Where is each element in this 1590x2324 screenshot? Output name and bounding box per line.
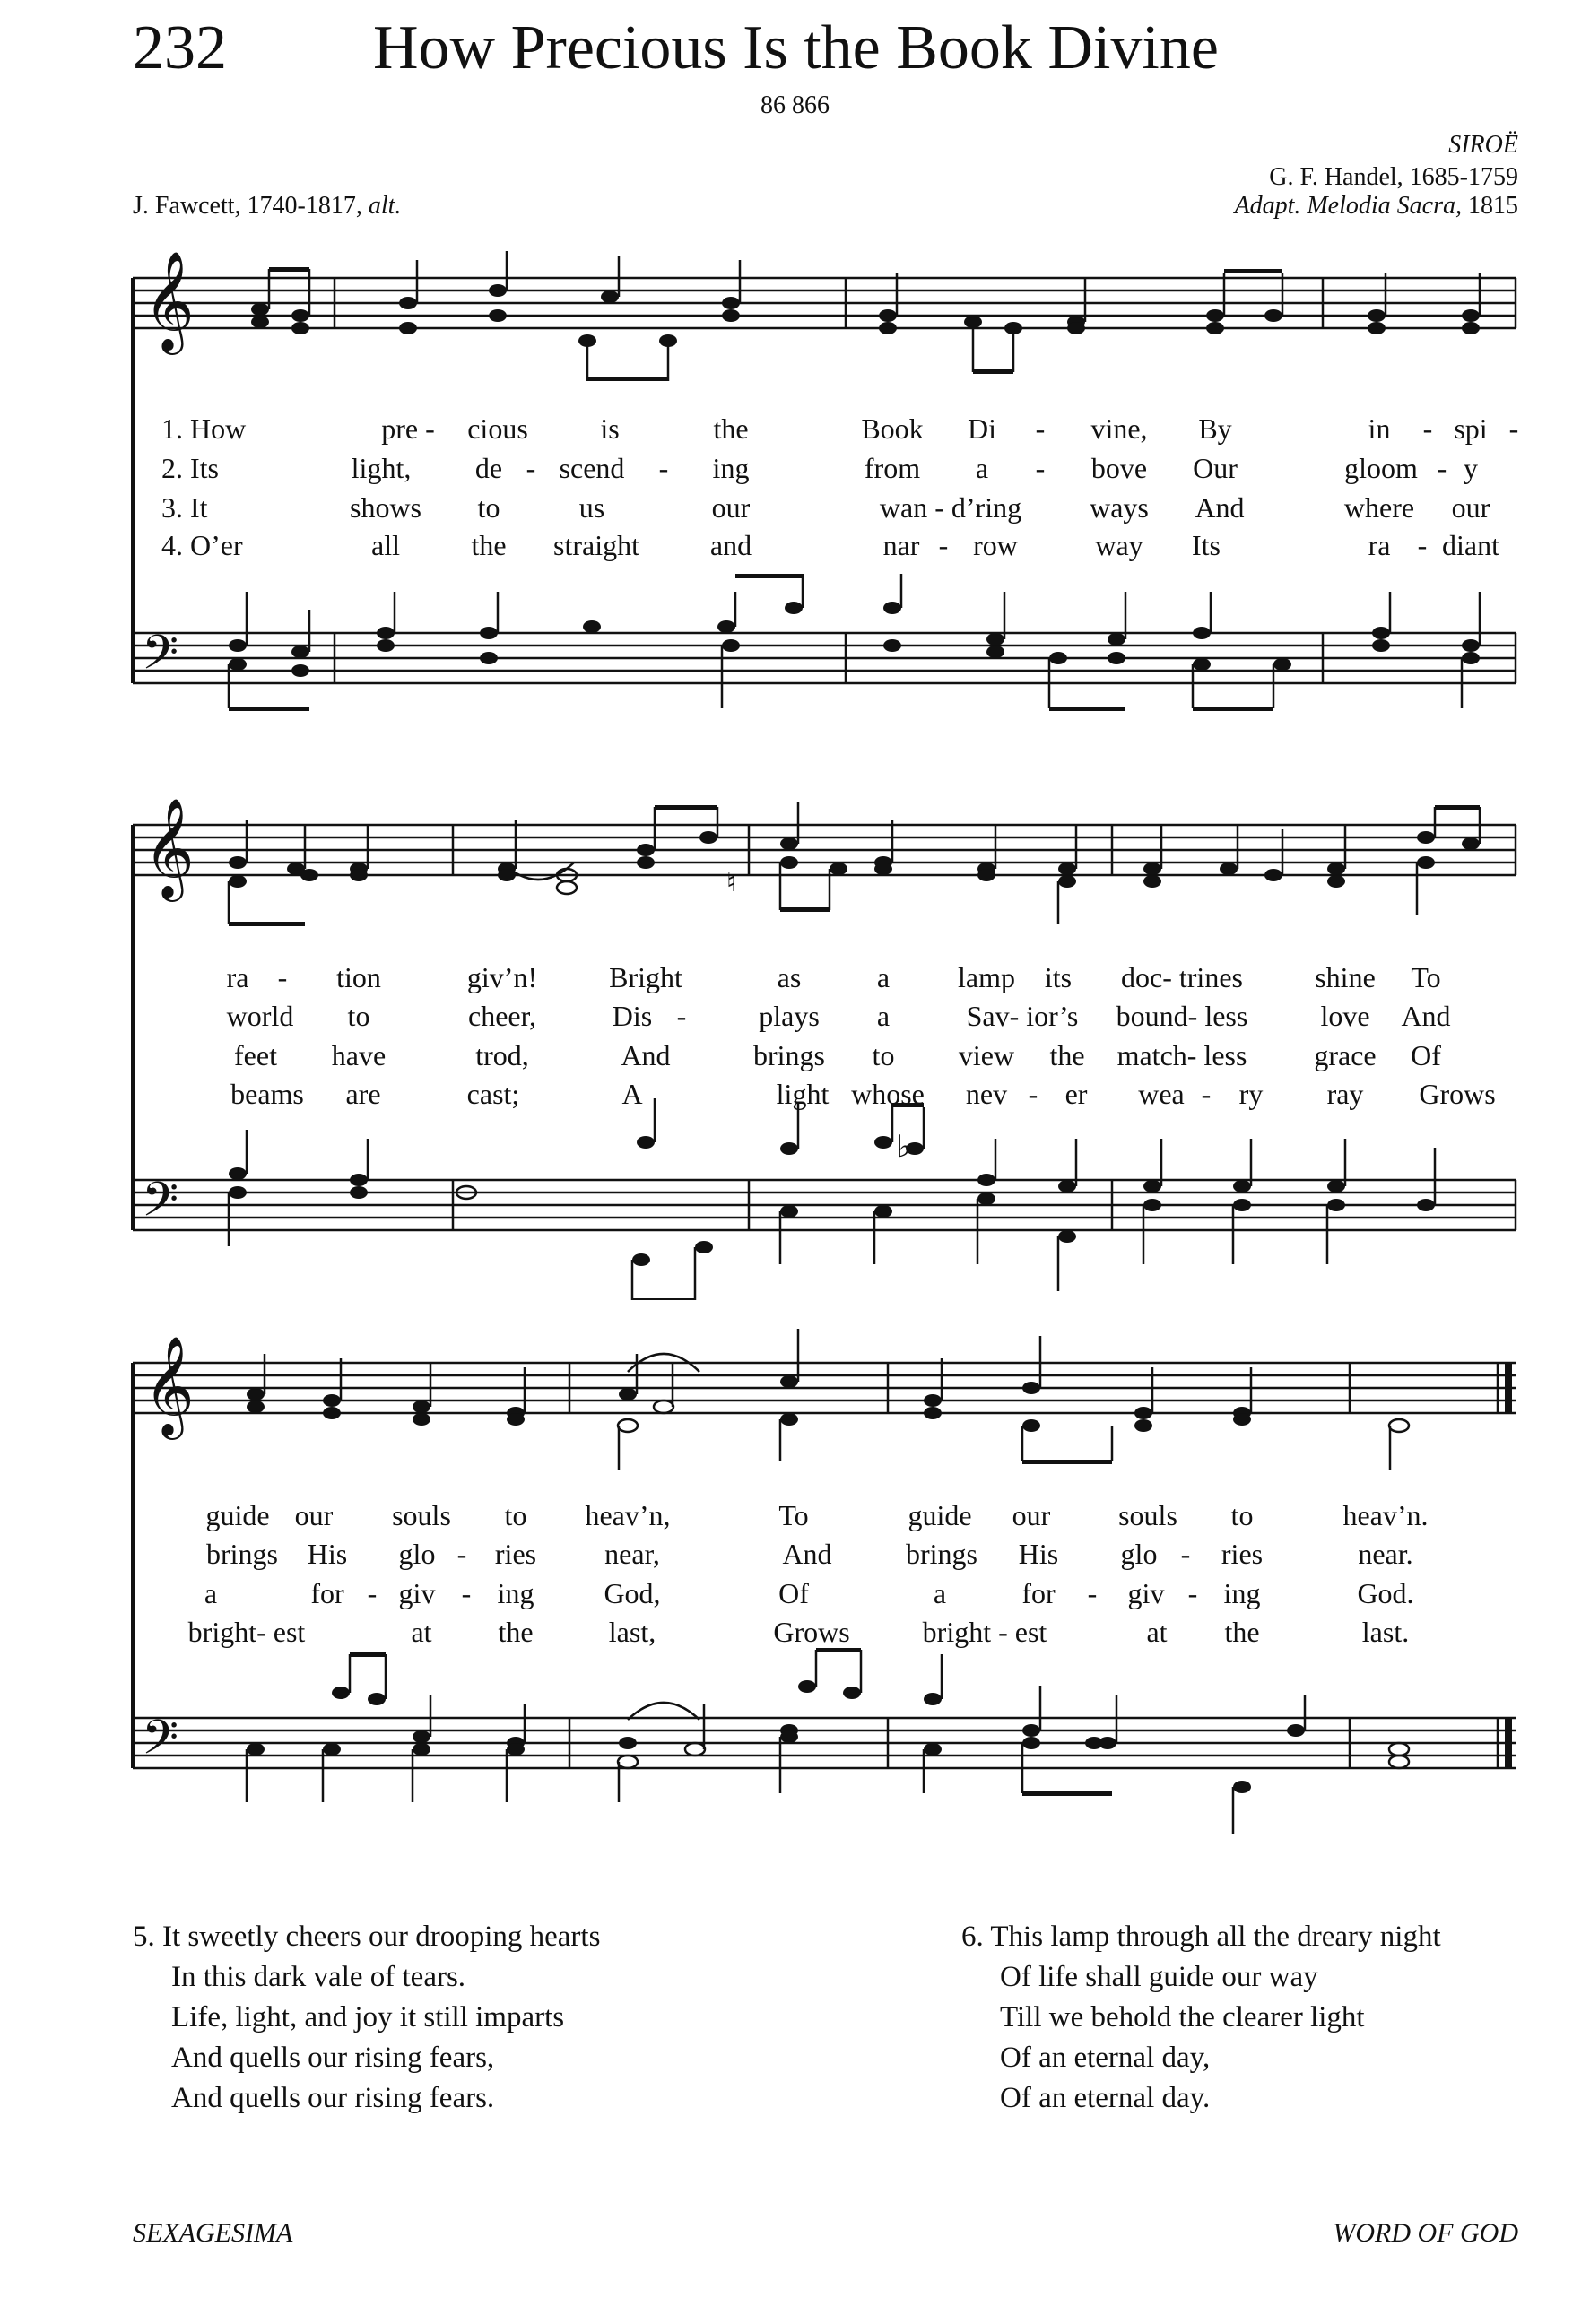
footer-topic: WORD OF GOD	[1333, 2218, 1518, 2248]
lyric-s1-l2-15: y	[1464, 452, 1478, 484]
lyric-s1-l3-3: to	[477, 491, 500, 524]
svg-text:𝄢: 𝄢	[142, 1711, 179, 1777]
lyric-s2-l3-5: brings	[753, 1039, 825, 1071]
lyric-s3-l4-7: at	[1146, 1616, 1168, 1648]
lyric-s2-l3-10: grace	[1314, 1039, 1377, 1071]
svg-text:𝄞: 𝄞	[143, 1335, 195, 1435]
lyric-s2-l1-3: tion	[336, 961, 381, 993]
lyric-s3-l1-3: souls	[392, 1499, 451, 1531]
lyric-s2-l4-13: ray	[1326, 1078, 1364, 1110]
lyric-s2-l1-10: doc- trines	[1121, 961, 1243, 993]
lyric-s2-l2-2: to	[347, 1000, 370, 1032]
lyric-s3-l1-11: heav’n.	[1342, 1499, 1429, 1531]
lyric-s1-l3-9: where	[1343, 491, 1415, 524]
svg-text:𝄞: 𝄞	[143, 250, 195, 351]
lyric-s2-l1-4: giv’n!	[466, 961, 538, 993]
lyric-s1-l4-6: nar	[882, 529, 920, 561]
lyric-s2-l2-5: -	[676, 1000, 687, 1032]
lyric-s3-l3-8: Of	[778, 1577, 809, 1609]
lyric-s3-l2-8: brings	[906, 1538, 977, 1570]
footer-season: SEXAGESIMA	[133, 2218, 293, 2248]
lyric-s3-l3-7: God,	[604, 1577, 661, 1609]
lyric-s3-l3-15: God.	[1357, 1577, 1414, 1609]
arranger-credit	[1234, 192, 1518, 221]
lyric-s1-l2-13: gloom	[1344, 452, 1418, 484]
lyric-s3-l3-2: for	[310, 1577, 344, 1609]
lyric-s3-l2-1: brings	[206, 1538, 278, 1570]
lyric-s1-l1-11: in	[1368, 412, 1391, 445]
lyric-s2-l4-6: whose	[851, 1078, 925, 1110]
lyric-s1-l4-8: row	[973, 529, 1018, 561]
lyric-s3-l2-6: near,	[604, 1538, 660, 1570]
lyric-s2-l2-7: a	[876, 1000, 891, 1032]
lyric-s2-l3-2: have	[331, 1039, 387, 1071]
lyric-s2-l2-1: world	[226, 1000, 294, 1032]
svg-text:𝄢: 𝄢	[142, 1173, 179, 1239]
lyric-s3-l4-3: the	[498, 1616, 534, 1648]
arranger-prefix: Adapt. Melodia Sacra,	[1234, 192, 1462, 220]
lyric-s2-l1-6: as	[777, 961, 802, 993]
lyric-s1-l4-12: -	[1417, 529, 1428, 561]
lyric-s2-l4-11: -	[1201, 1078, 1212, 1110]
lyric-s3-l3-9: a	[933, 1577, 947, 1609]
svg-text:𝄢: 𝄢	[142, 626, 179, 692]
lyric-s2-l1-11: shine	[1315, 961, 1376, 993]
lyric-s1-l2-12: Our	[1193, 452, 1238, 484]
lyric-s3-l3-11: -	[1087, 1577, 1098, 1609]
lyric-s3-l1-2: our	[294, 1499, 334, 1531]
lyric-s2-l3-11: Of	[1411, 1039, 1441, 1071]
lyric-s2-l3-7: view	[958, 1039, 1015, 1071]
lyric-s1-l1-10: By	[1198, 412, 1232, 445]
lyric-s1-l2-11: bove	[1090, 452, 1148, 484]
lyric-s2-l1-2: -	[277, 961, 288, 993]
lyric-s1-l3-5: our	[711, 491, 751, 524]
lyric-s2-l1-7: a	[876, 961, 891, 993]
lyric-s2-l4-1: beams	[230, 1078, 304, 1110]
lyric-s3-l4-6: bright - est	[922, 1616, 1047, 1648]
verse-6-line-5: Of an eternal day.	[1000, 2082, 1211, 2114]
lyric-s1-l1-12: -	[1422, 412, 1433, 445]
verse-5-line-1: 5. It sweetly cheers our drooping hearts	[133, 1921, 601, 1953]
lyric-s2-l1-8: lamp	[958, 961, 1015, 993]
lyric-s3-l2-2: His	[307, 1538, 348, 1570]
author-name: J. Fawcett, 1740-1817,	[133, 192, 362, 220]
lyric-s3-l1-7: guide	[908, 1499, 972, 1531]
lyric-s3-l4-8: the	[1224, 1616, 1260, 1648]
lyric-s3-l4-1: bright- est	[187, 1616, 306, 1648]
lyric-s2-l4-14: Grows	[1419, 1078, 1496, 1110]
lyric-s2-l2-9: bound- less	[1116, 1000, 1248, 1032]
lyric-s3-l2-9: His	[1018, 1538, 1059, 1570]
lyric-s1-l4-9: way	[1095, 529, 1143, 561]
lyric-s1-l1-6: Book	[861, 412, 924, 445]
lyric-s2-l4-2: are	[345, 1078, 381, 1110]
lyric-s1-l4-4: straight	[553, 529, 639, 561]
lyric-s1-l4-7: -	[938, 529, 949, 561]
hymn-number: 232	[133, 13, 227, 82]
lyric-s1-l1-13: spi	[1454, 412, 1488, 445]
lyric-s1-l1-8: -	[1035, 412, 1046, 445]
verse-5-line-3: Life, light, and joy it still imparts	[171, 2001, 565, 2034]
lyric-s3-l3-14: ing	[1223, 1577, 1261, 1609]
lyric-s1-l3-1: 3. It	[161, 491, 208, 524]
lyric-s3-l1-9: souls	[1118, 1499, 1177, 1531]
lyric-s2-l3-8: the	[1049, 1039, 1085, 1071]
lyric-s3-l1-10: to	[1230, 1499, 1254, 1531]
lyric-s1-l2-9: a	[975, 452, 989, 484]
meter: 86 866	[760, 91, 830, 119]
verse-6-line-4: Of an eternal day,	[1000, 2042, 1211, 2074]
lyric-s3-l4-2: at	[411, 1616, 432, 1648]
lyric-s2-l4-5: light	[776, 1078, 830, 1110]
lyric-s3-l1-1: guide	[205, 1499, 270, 1531]
lyric-s1-l4-13: diant	[1442, 529, 1499, 561]
lyric-s1-l1-14: -	[1508, 412, 1519, 445]
lyric-s1-l1-3: cious	[467, 412, 528, 445]
lyric-s1-l1-4: is	[600, 412, 620, 445]
lyric-s2-l2-6: plays	[759, 1000, 820, 1032]
lyric-s2-l4-9: er	[1064, 1078, 1088, 1110]
lyric-s3-l1-4: to	[504, 1499, 527, 1531]
lyric-s1-l3-2: shows	[349, 491, 422, 524]
lyric-s2-l1-9: its	[1044, 961, 1073, 993]
lyric-s2-l1-5: Bright	[609, 961, 682, 993]
lyric-s3-l4-4: last,	[608, 1616, 656, 1648]
verse-5-line-5: And quells our rising fears.	[171, 2082, 495, 2114]
lyric-s2-l4-7: nev	[965, 1078, 1008, 1110]
lyric-s3-l3-6: ing	[497, 1577, 534, 1609]
svg-text:♭: ♭	[897, 1129, 912, 1165]
lyric-s3-l2-5: ries	[494, 1538, 537, 1570]
lyric-s3-l2-4: -	[456, 1538, 467, 1570]
lyric-s1-l2-5: scend	[559, 452, 625, 484]
lyric-s1-l3-7: ways	[1090, 491, 1149, 524]
hymn-title: How Precious Is the Book Divine	[373, 13, 1219, 82]
lyric-s2-l3-9: match- less	[1116, 1039, 1247, 1071]
lyric-s2-l1-1: ra	[226, 961, 249, 993]
verse-6-line-2: Of life shall guide our way	[1000, 1961, 1318, 1993]
lyric-s3-l2-3: glo	[398, 1538, 436, 1570]
lyric-s3-l3-10: for	[1021, 1577, 1056, 1609]
lyric-s1-l4-10: Its	[1192, 529, 1221, 561]
lyric-s1-l4-5: and	[709, 529, 752, 561]
lyric-s3-l2-10: glo	[1120, 1538, 1158, 1570]
verse-6-line-3: Till we behold the clearer light	[1000, 2001, 1365, 2034]
lyric-s2-l4-12: ry	[1238, 1078, 1264, 1110]
lyric-s1-l1-2: pre -	[381, 412, 435, 445]
lyric-s2-l3-4: And	[621, 1039, 671, 1071]
lyric-s3-l3-12: giv	[1127, 1577, 1165, 1609]
lyric-s3-l3-3: -	[367, 1577, 378, 1609]
verse-5-line-4: And quells our rising fears,	[171, 2042, 495, 2074]
lyric-s3-l4-5: Grows	[773, 1616, 850, 1648]
lyric-s1-l3-6: wan - d’ring	[879, 491, 1022, 524]
lyric-s3-l3-5: -	[461, 1577, 472, 1609]
lyric-s3-l1-8: our	[1012, 1499, 1051, 1531]
lyric-s3-l2-7: And	[782, 1538, 832, 1570]
lyric-s1-l2-6: -	[658, 452, 669, 484]
lyric-s2-l2-10: love	[1320, 1000, 1370, 1032]
tune-name: SIROË	[1448, 131, 1518, 159]
lyric-s2-l1-12: To	[1411, 961, 1441, 993]
lyric-s1-l1-7: Di	[968, 412, 996, 445]
lyric-s2-l3-6: to	[872, 1039, 895, 1071]
lyric-s1-l4-11: ra	[1368, 529, 1391, 561]
lyric-s3-l1-5: heav’n,	[585, 1499, 671, 1531]
lyric-s3-l1-6: To	[778, 1499, 809, 1531]
lyric-s2-l2-8: Sav- ior’s	[966, 1000, 1079, 1032]
composer-credit: G. F. Handel, 1685-1759	[1269, 163, 1518, 191]
lyric-s1-l2-3: de	[474, 452, 503, 484]
lyric-s1-l2-7: ing	[712, 452, 750, 484]
lyric-s1-l4-2: all	[371, 529, 400, 561]
svg-text:♮: ♮	[726, 867, 736, 898]
lyric-s2-l4-4: A	[621, 1078, 643, 1110]
lyric-s3-l3-13: -	[1187, 1577, 1198, 1609]
arranger-year: 1815	[1468, 192, 1518, 220]
lyric-s2-l4-8: -	[1028, 1078, 1038, 1110]
lyric-s1-l4-1: 4. O’er	[161, 529, 243, 561]
lyric-s2-l4-3: cast;	[466, 1078, 520, 1110]
svg-text:𝄞: 𝄞	[143, 797, 195, 898]
lyric-s1-l3-4: us	[578, 491, 605, 524]
lyric-s3-l2-12: ries	[1221, 1538, 1264, 1570]
lyric-s1-l2-2: light,	[351, 452, 412, 484]
verse-5	[133, 1917, 600, 2119]
lyric-s2-l4-10: wea	[1138, 1078, 1185, 1110]
lyric-s1-l1-5: the	[713, 412, 749, 445]
lyric-s3-l3-1: a	[204, 1577, 218, 1609]
lyric-s1-l2-10: -	[1035, 452, 1046, 484]
lyric-s2-l2-4: Dis	[612, 1000, 653, 1032]
lyric-s1-l2-4: -	[526, 452, 536, 484]
lyric-s1-l4-3: the	[471, 529, 507, 561]
lyric-s1-l3-8: And	[1195, 491, 1245, 524]
lyric-s2-l2-3: cheer,	[468, 1000, 536, 1032]
lyric-s1-l2-1: 2. Its	[161, 452, 219, 484]
author-note: alt.	[368, 192, 402, 220]
lyric-s3-l2-11: -	[1180, 1538, 1191, 1570]
lyric-s3-l4-9: last.	[1361, 1616, 1410, 1648]
verse-5-line-2: In this dark vale of tears.	[171, 1961, 466, 1993]
verse-6	[961, 1917, 1441, 2119]
lyric-s2-l3-3: trod,	[475, 1039, 529, 1071]
lyric-s1-l2-8: from	[864, 452, 921, 484]
lyric-s2-l3-1: feet	[234, 1039, 277, 1071]
lyric-s1-l1-1: 1. How	[161, 412, 247, 445]
lyric-s1-l2-14: -	[1437, 452, 1447, 484]
lyric-s3-l3-4: giv	[398, 1577, 436, 1609]
lyric-s3-l2-13: near.	[1358, 1538, 1413, 1570]
lyric-s2-l2-11: And	[1401, 1000, 1451, 1032]
lyric-s1-l1-9: vine,	[1090, 412, 1148, 445]
author-credit	[133, 192, 401, 221]
lyric-s1-l3-10: our	[1451, 491, 1490, 524]
verse-6-line-1: 6. This lamp through all the dreary night	[961, 1921, 1441, 1953]
